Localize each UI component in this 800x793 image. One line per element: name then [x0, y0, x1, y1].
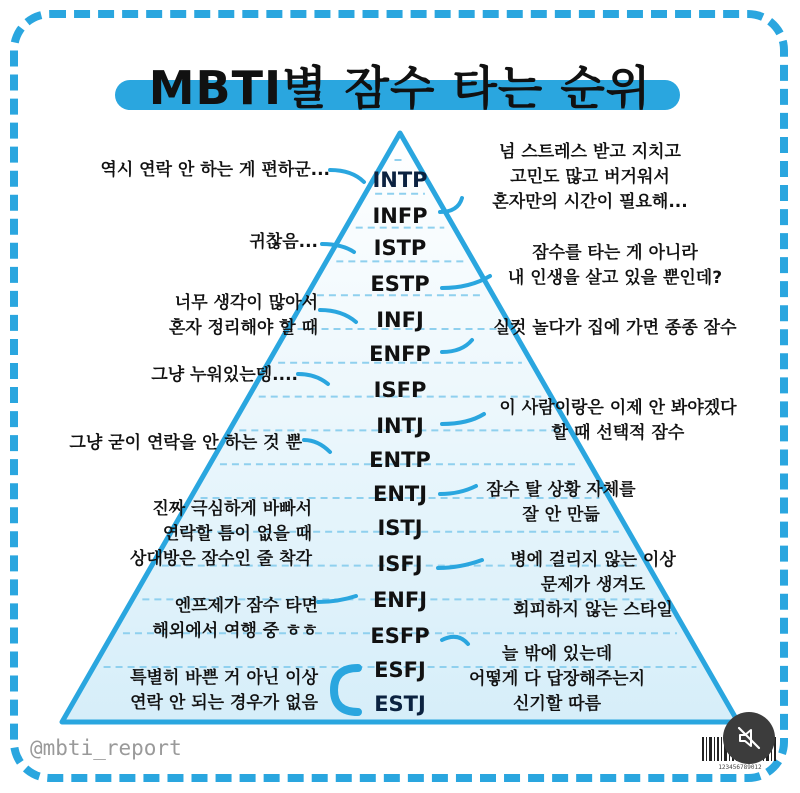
rank-15-esfj: ESFJ	[374, 658, 426, 682]
speaker-muted-icon	[735, 724, 763, 752]
note-line: 잠수 탈 상황 자체를	[486, 480, 636, 500]
note-line: 잠수를 타는 게 아니라	[532, 243, 698, 263]
rank-7-isfp: ISFP	[373, 378, 427, 402]
note-line: 내 인생을 살고 있을 뿐인데?	[507, 268, 723, 288]
note-line: 그냥 굳이 연락을 안 하는 것 뿐	[69, 433, 302, 453]
rank-13-enfj: ENFJ	[372, 588, 428, 612]
note-line: 실컷 놀다가 집에 가면 종종 잠수	[493, 318, 737, 338]
note-line: 문제가 생겨도	[540, 575, 646, 595]
note-line: 혼자 정리해야 할 때	[168, 318, 318, 338]
right-note-7	[452, 642, 662, 717]
right-note-2	[470, 241, 760, 291]
left-note-1	[100, 158, 330, 183]
right-note-4	[468, 396, 768, 446]
left-note-2	[249, 230, 318, 255]
rank-1-intp: INTP	[372, 168, 428, 192]
rank-4-estp: ESTP	[370, 272, 430, 296]
right-note-6	[478, 548, 708, 623]
note-line: 잘 안 만듦	[522, 505, 600, 525]
note-line: 해외에서 여행 중 ㅎㅎ	[152, 621, 318, 641]
rank-8-intj: INTJ	[376, 414, 424, 438]
left-note-5	[69, 431, 302, 456]
note-line: 넘 스트레스 받고 지치고	[499, 142, 681, 162]
note-line: 상대방은 잠수인 줄 착각	[130, 549, 312, 569]
note-line: 진짜 극심하게 바빠서	[152, 499, 312, 519]
rank-14-esfp: ESFP	[370, 624, 430, 648]
note-line: 엔프제가 잠수 타면	[174, 596, 318, 616]
note-line: 회피하지 않는 스타일	[513, 600, 673, 620]
rank-2-infp: INFP	[372, 204, 428, 228]
rank-11-istj: ISTJ	[377, 516, 423, 540]
rank-6-enfp: ENFP	[369, 342, 431, 366]
note-line: 너무 생각이 많아서	[174, 293, 318, 313]
right-note-1	[460, 140, 720, 215]
note-line: 혼자만의 시간이 필요해...	[492, 192, 688, 212]
note-line: 귀찮음...	[249, 232, 318, 252]
note-line: 역시 연락 안 하는 게 편하군...	[100, 160, 330, 180]
note-line: 고민도 많고 버거워서	[510, 167, 670, 187]
left-note-7	[152, 594, 318, 644]
note-line: 연락 안 되는 경우가 없음	[130, 693, 318, 713]
left-note-4	[151, 363, 298, 388]
note-line: 늘 밖에 있는데	[501, 644, 613, 664]
rank-12-isfj: ISFJ	[377, 552, 423, 576]
note-line: 연락할 틈이 없을 때	[162, 524, 312, 544]
note-line: 이 사람이랑은 이제 안 봐야겠다	[499, 398, 737, 418]
rank-5-infj: INFJ	[376, 308, 424, 332]
rank-3-istp: ISTP	[373, 236, 427, 260]
note-line: 그냥 누워있는뎅....	[151, 365, 298, 385]
rank-16-estj: ESTJ	[374, 692, 426, 716]
left-note-6	[130, 497, 312, 572]
left-note-8	[130, 666, 318, 716]
note-line: 특별히 바쁜 거 아닌 이상	[130, 668, 318, 688]
left-note-3	[169, 291, 318, 341]
page-title: MBTI별 잠수 타는 순위	[148, 61, 652, 115]
rank-9-entp: ENTP	[369, 448, 431, 472]
rank-10-entj: ENTJ	[372, 482, 428, 506]
note-line: 병에 걸리지 않는 이상	[510, 550, 676, 570]
note-line: 할 때 선택적 잠수	[551, 423, 685, 443]
barcode-number: 123456789012	[718, 764, 762, 771]
right-note-3	[470, 316, 760, 341]
right-note-5	[466, 478, 656, 528]
note-line: 어떻게 다 답장해주는지	[468, 669, 646, 689]
mute-button[interactable]	[723, 712, 775, 764]
author-handle: @mbti_report	[30, 736, 182, 760]
note-line: 신기할 따름	[512, 694, 602, 714]
